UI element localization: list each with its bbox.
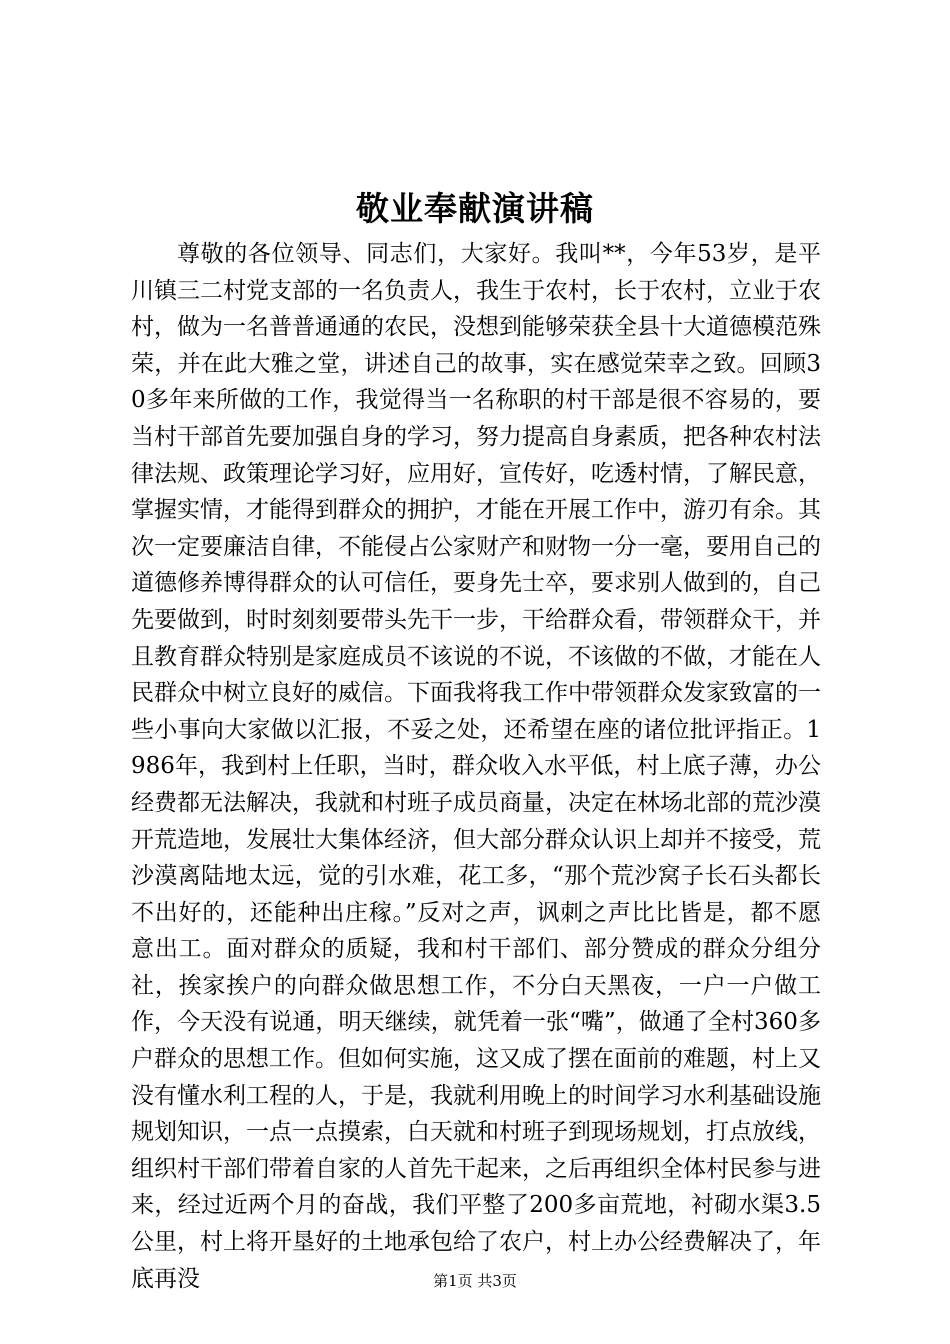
- page-number-footer: 第1页 共3页: [433, 1272, 517, 1290]
- document-title: 敬业奉献演讲稿: [356, 189, 594, 228]
- body-paragraph: 尊敬的各位领导、同志们，大家好。我叫**，今年53岁，是平川镇三二村党支部的一名负责人，我生于农村，长于农村，立业于农村，做为一名普普通通的农民，没想到能够荣获全县十大道德模范殊荣，并在此大雅之堂，讲述自己的故事，实在感觉荣幸之致。回顾30多年来所做的工作，我觉得当一名称职的村干部是很不容易的，要当村干部首先要加强自身的学习，努力提高自身素质，把各种农村法律法规、政策理论学习好，应用好，宣传好，吃透村情，了解民意，掌握实情，才能得到群众的拥护，才能在开展工作中，游刃有余。其次一定要廉洁自律，不能侵占公家财产和财物一分一毫，要用自己的道德修养博得群众的认可信任，要身先士卒，要求别人做到的，自己先要做到，时时刻刻要带头先干一步，干给群众看，带领群众干，并且教育群众特别是家庭成员不该说的不说，不该做的不做，才能在人民群众中树立良好的威信。下面我将我工作中带领群众发家致富的一些小事向大家做以汇报，不妥之处，还希望在座的诸位批评指正。1986年，我到村上任职，当时，群众收入水平低，村上底子薄，办公经费都无法解决，我就和村班子成员商量，决定在林场北部的荒沙漠开荒造地，发展壮大集体经济，但大部分群众认识上却并不接受，荒沙漠离陆地太远，觉的引水难，花工多，“那个荒沙窝子长石头都长不出好的，还能种出庄稼。”反对之声，讽刺之声比比皆是，都不愿意出工。面对群众的质疑，我和村干部们、部分赞成的群众分组分社，挨家挨户的向群众做思想工作，不分白天黑夜，一户一户做工作，今天没有说通，明天继续，就凭着一张“嘴”，做通了全村360多户群众的思想工作。但如何实施，这又成了摆在面前的难题，村上又没有懂水利工程的人，于是，我就利用晚上的时间学习水利基础设施规划知识，一点一点摸索，白天就和村班子到现场规划，打点放线，组织村干部们带着自家的人首先干起来，之后再组织全体村民参与进来，经过近两个月的奋战，我们平整了200多亩荒地，衬砌水渠3.5公里，村上将开垦好的土地承包给了农户，村上办公经费解决了，年底再没: [131, 241, 821, 1292]
